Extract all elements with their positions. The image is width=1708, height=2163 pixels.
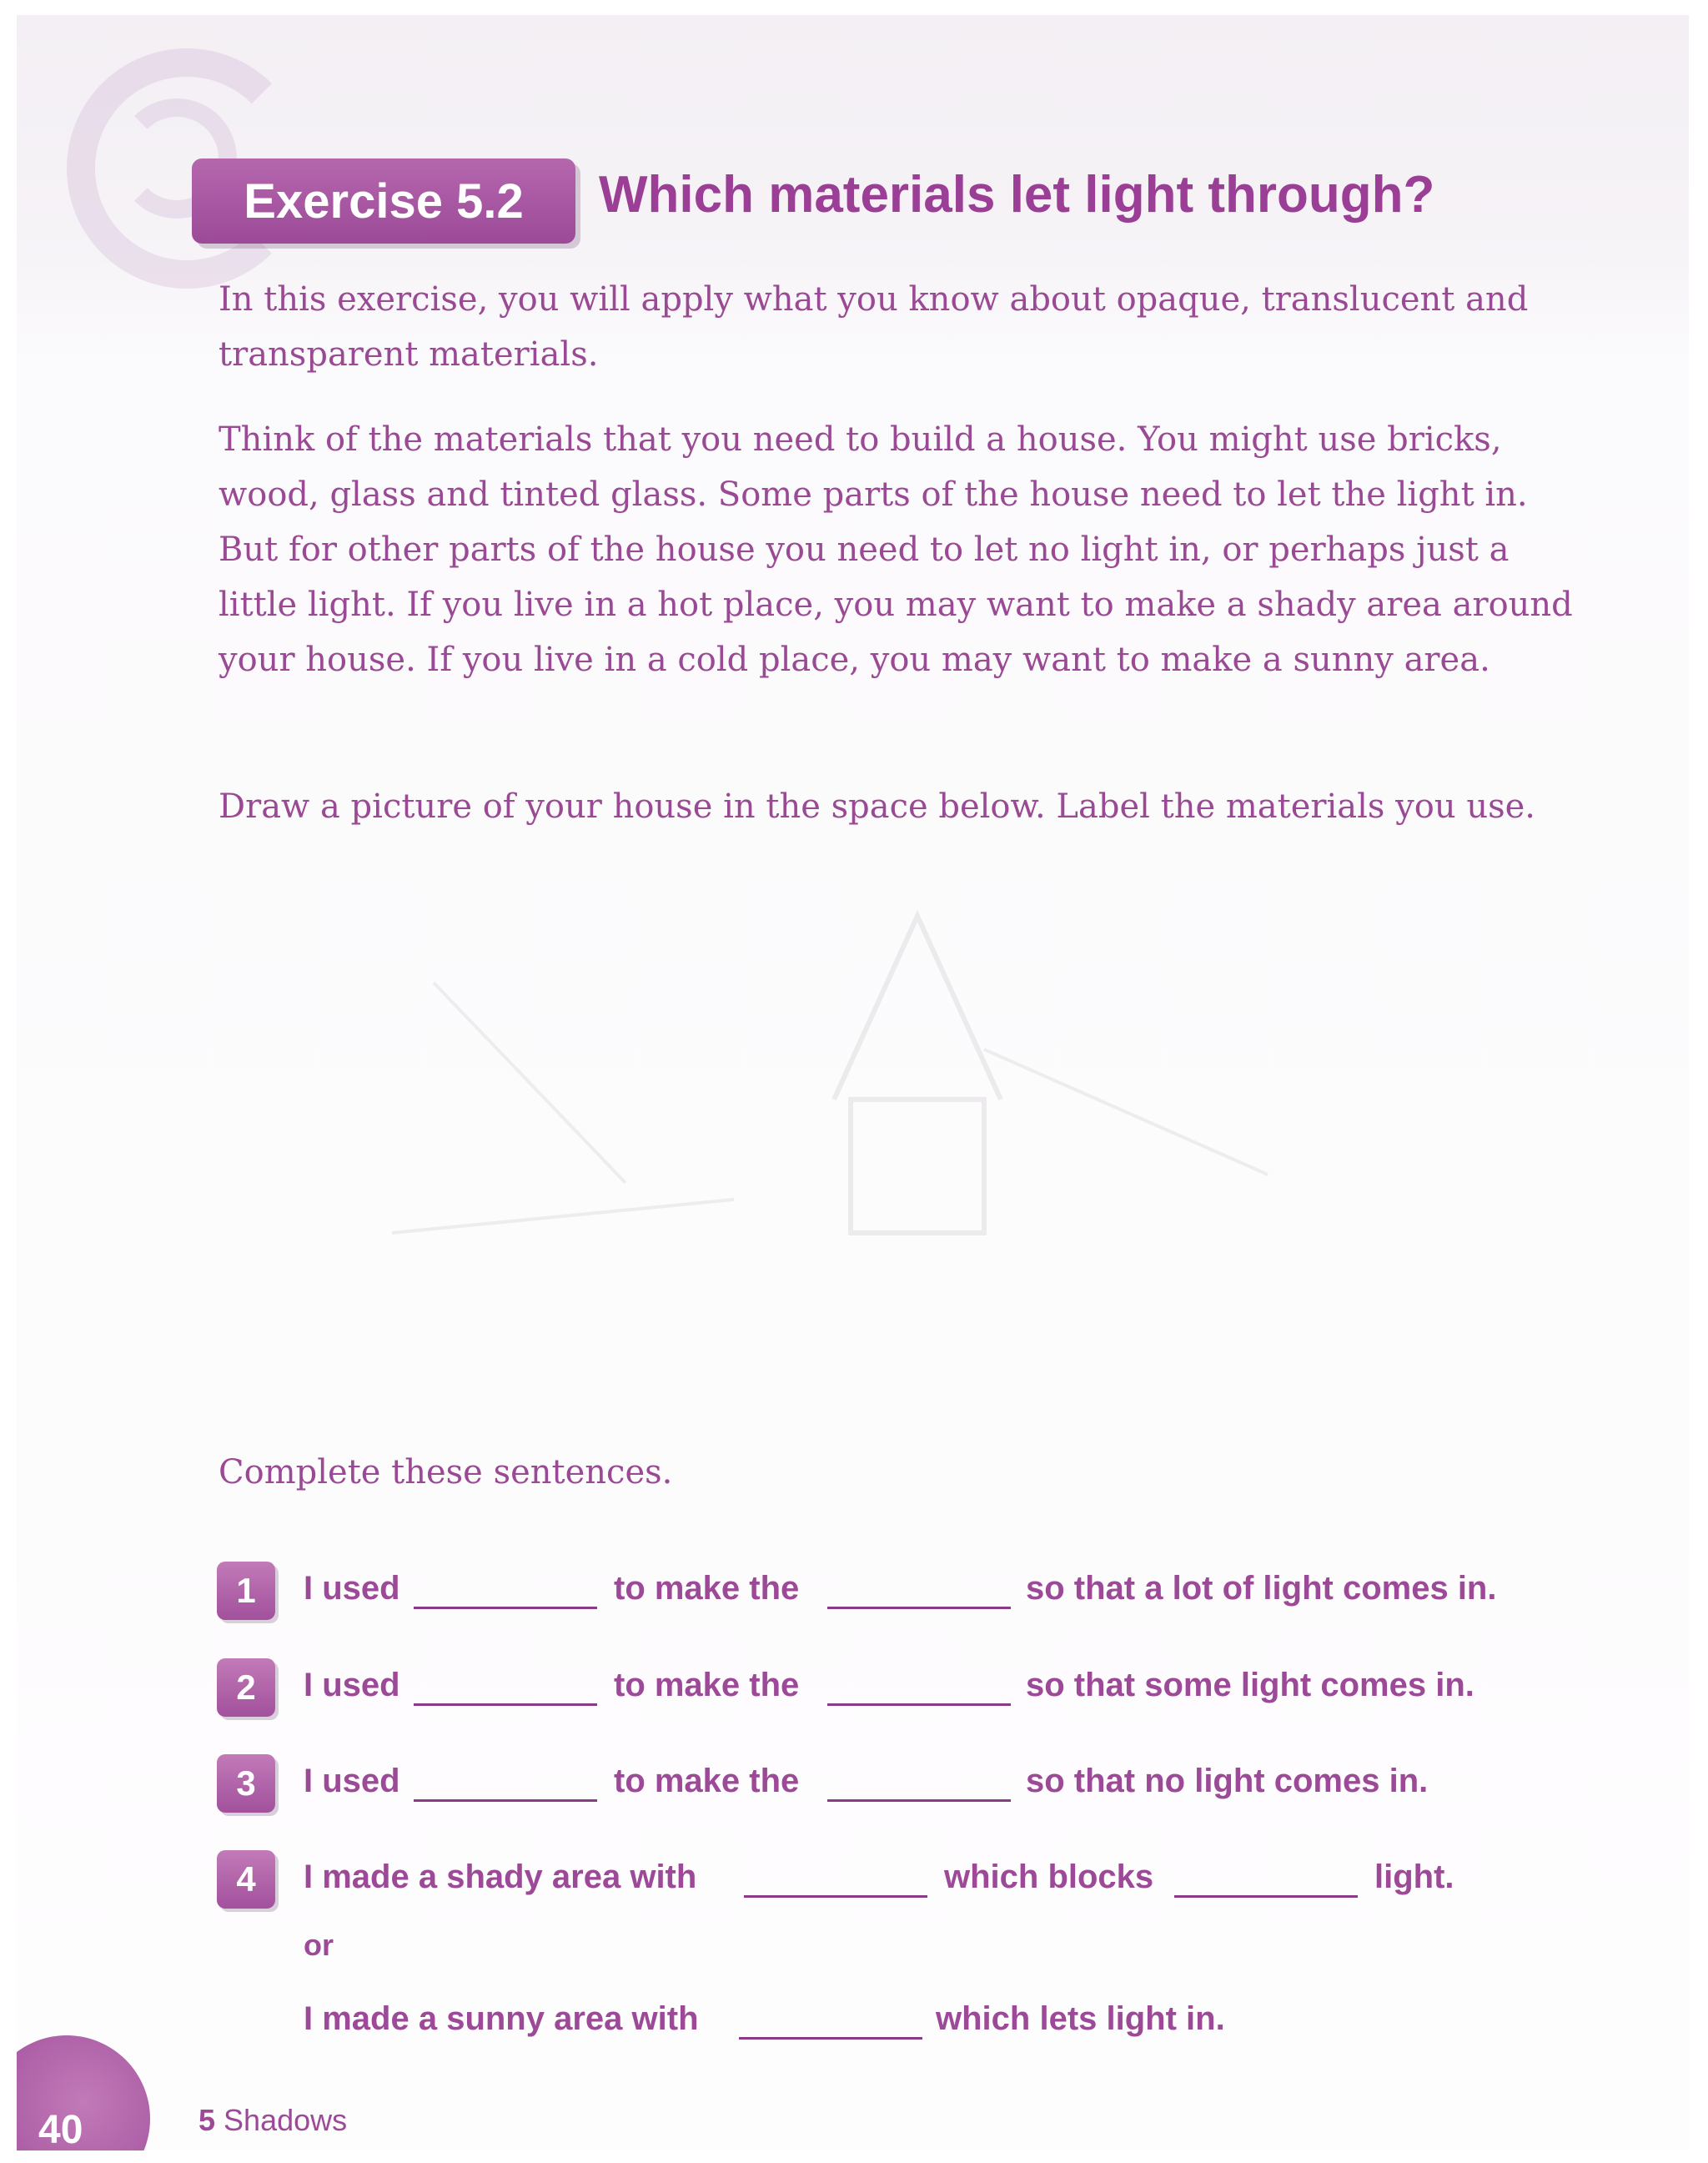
- sentence-text: so that some light comes in.: [1026, 1667, 1474, 1703]
- page-number-badge: [17, 2035, 150, 2150]
- question-number: 1: [217, 1562, 275, 1620]
- sentence-text: which lets light in.: [936, 2000, 1225, 2037]
- answer-blank[interactable]: [827, 1799, 1011, 1802]
- chapter-title: Shadows: [224, 2103, 348, 2137]
- sentence-text: I made a sunny area with: [304, 2000, 699, 2037]
- sentence-item-2: [217, 1658, 1635, 1720]
- sentence-text: I used: [304, 1763, 400, 1799]
- answer-blank[interactable]: [744, 1895, 927, 1898]
- sentence-text: I used: [304, 1570, 400, 1607]
- sentence-item-4: [217, 1850, 1635, 1912]
- answer-blank[interactable]: [414, 1703, 597, 1706]
- or-label: or: [304, 1928, 334, 1962]
- sentence-text: I used: [304, 1667, 400, 1703]
- sentence-text: so that no light comes in.: [1026, 1763, 1429, 1799]
- exercise-badge: Exercise 5.2: [192, 158, 575, 244]
- task-paragraph: Think of the materials that you need to build a house. You might use bricks, wood, glass and tinted glass. Some parts of the house need to let the light in. But for other parts of the house you need to let no light in, or perhaps just a little light. If you live in a hot place, you may want to make a shady area around your house. If you live in a cold place, you may want to make a sunny area.: [219, 420, 1573, 679]
- answer-blank[interactable]: [414, 1607, 597, 1609]
- page-number: 40: [38, 2108, 83, 2150]
- worksheet-page: [17, 15, 1689, 2150]
- sentence-text: to make the: [614, 1667, 800, 1703]
- answer-blank[interactable]: [739, 2037, 922, 2040]
- sentence-text: to make the: [614, 1763, 800, 1799]
- sentence-text: light.: [1374, 1859, 1454, 1895]
- sentence-item-alt: [217, 1992, 1635, 2054]
- sentence-text: which blocks: [944, 1859, 1154, 1895]
- sentence-text: to make the: [614, 1570, 800, 1607]
- question-number: 4: [217, 1850, 275, 1909]
- exercise-title: Which materials let light through?: [599, 166, 1435, 224]
- intro-paragraph: In this exercise, you will apply what you know about opaque, translucent and transparent materials.: [219, 280, 1529, 374]
- drawing-instruction: Draw a picture of your house in the space below. Label the materials you use.: [219, 787, 1536, 826]
- sentences-instruction: Complete these sentences.: [219, 1453, 673, 1491]
- answer-blank[interactable]: [827, 1703, 1011, 1706]
- answer-blank[interactable]: [827, 1607, 1011, 1609]
- sentence-item-1: [217, 1562, 1635, 1623]
- drawing-area[interactable]: [217, 849, 1585, 1416]
- sentence-item-3: [217, 1754, 1635, 1816]
- answer-blank[interactable]: [1174, 1895, 1358, 1898]
- question-number: 3: [217, 1754, 275, 1813]
- sentence-text: I made a shady area with: [304, 1859, 697, 1895]
- chapter-footer: [198, 2103, 347, 2138]
- chapter-number: 5: [198, 2103, 216, 2137]
- question-number: 2: [217, 1658, 275, 1717]
- answer-blank[interactable]: [414, 1799, 597, 1802]
- sentence-text: so that a lot of light comes in.: [1026, 1570, 1497, 1607]
